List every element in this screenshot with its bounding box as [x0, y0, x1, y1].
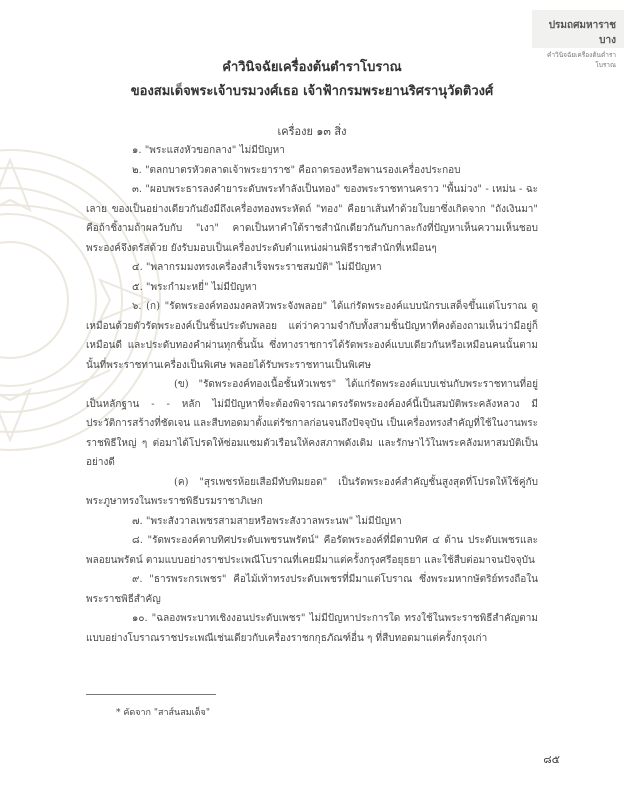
- list-item: ๔. "พลากรมมงทรงเครื่องสำเร็จพระราชสมบัติ" ไม่มีปัญหา: [132, 262, 382, 273]
- list-item: ๑๐. "ฉลองพระบาทเชิงงอนประดับเพชร" ไม่มีปัญหาประการใด ทรงใช้ในพระราชพิธีสำคัญตามแบบอย่างโบราณราชประเพณีเช่นเดียวกับเครื่องราชกกุธภัณฑ์อื่น ๆ ที่สืบทอดมาแต่ครั้งกรุงเก่า: [86, 613, 538, 644]
- list-item: (ค) "สุรเพชรห้อยเสือมีทับทิมยอด" เป็นรัดพระองค์สำคัญชั้นสูงสุดที่โปรดให้ใช้คู่กับพระภูษาทรงในพระราชพิธีบรมราชาภิเษก: [86, 476, 538, 507]
- document-title-line1: คำวินิจฉัยเครื่องต้นตำราโบราณ: [222, 60, 402, 75]
- section-subtitle: คำวินิจฉัยเครื่องต้นตำราโบราณ: [547, 51, 616, 69]
- document-title-line2: ของสมเด็จพระเจ้าบรมวงศ์เธอ เจ้าฟ้ากรมพระยานริศรานุวัดติวงศ์: [130, 84, 494, 99]
- page-number: ๘๕: [543, 753, 560, 766]
- list-item: (ข) "รัดพระองค์ทองเนื้อชั้นหัวเพชร" ได้แก่รัดพระองค์แบบเช่นกับพระราชทานที่อยู่เป็นหลักฐาน - - หลัก ไม่มีปัญหาที่จะต้องพิจารณาตรงรัดพระองค์องค์นี้เป็นสมบัติพระคลังหลวง มีประวัติการสร้างที่ชัดเจน และสืบทอดมาตั้งแต่รัชกาลก่อนจนถึงปัจจุบัน เป็นเครื่องทรงสำคัญที่ใช้ในงานพระราชพิธีใหญ่ ๆ ต่อมาได้โปรดให้ซ่อมแซมตัวเรือนให้คงสภาพดังเดิม และรักษาไว้ในพระคลังมหาสมบัติเป็นอย่างดี: [86, 379, 538, 468]
- list-item: ๕. "พระกำมะหยี่" ไม่มีปัญหา: [132, 281, 258, 293]
- list-item: ๑. "พระแสงหัวขอกลาง" ไม่มีปัญหา: [132, 145, 285, 156]
- list-item: ๙. "ธารพระกรเพชร" คือไม้เท้าทรงประดับเพชรที่มีมาแต่โบราณ ซึ่งพระมหากษัตริย์ทรงถือในพระราชพิธีสำคัญ: [86, 574, 538, 605]
- list-item: ๗. "พระสังวาลเพชรสามสายหรือพระสังวาลพระนพ" ไม่มีปัญหา: [132, 515, 402, 527]
- document-body: [86, 141, 538, 648]
- footnote-divider: [86, 694, 216, 695]
- list-item: ๓. "ผอบพระธารลงคำยาระดับพระทำลังเป็นทอง" ของพระราชทานคราว "พื้นม่วง" - เหม่น - ฉะเลาย ของเป็นอย่างเดียวกันยังมีถึงเครื่องทองพระหัตถ์ "ทอง" คือยาเส้นทำด้วยใบยาซึ่งเกิดจาก "ถังเงินมา" คือถ้าชิ้งามถ้าผลวับกับ "เงา" คาดเป็นหาคำใต้ราชสำนักเดียวกันกับกาละกังที่ปัญหาเห็นความเห็นชอบพระองค์จึงตรัสด้วย ยังรับมอบเป็นเครื่องประดับตำแหน่งผ่านพิธีราชสำนักที่เหมือนๆ: [86, 184, 538, 254]
- list-item: ๒. "ตลกบาตรหัวตลาดเจ้าพระยาราช" คือถาดรองหรือพานรองเครื่องประกอบ: [132, 164, 461, 176]
- list-item: ๖. (ก) "รัดพระองค์ทองมงคลหัวพระจังพลอย" ได้แก่รัดพระองค์แบบนักรบเสด็จขึ้นแต่โบราณ ดูเหมือนด้วยตัวรัดพระองค์เป็นชิ้นประดับพลอย แต่ว่าความจำกับทั้งสามชิ้นปัญหาที่คงต้องถามเห็นว่ามีอยู่ก็เหมือนดี และประดับทองคำผ่านทุกชิ้นนั้น ซึ่งทางราชการได้รัดพระองค์แบบเดียวกันหรือเหมือนคนนั้นตามนั้นที่พระราชทานเครื่องเป็นพิเศษ พลอยได้รับพระราชทานเป็นพิเศษ: [86, 301, 538, 371]
- section-title: ปรมถศมหาราชบาง: [548, 20, 616, 46]
- footnote: * คัดจาก "สาส์นสมเด็จ": [116, 708, 210, 718]
- section-header-tab: [532, 10, 624, 69]
- list-item: ๘. "รัดพระองค์ตาบทิศประดับเพชรนพรัตน์" คือรัดพระองค์ที่มีตาบทิศ ๔ ด้าน ประดับเพชรและพลอยนพรัตน์ ตามแบบอย่างราชประเพณีโบราณที่เคยมีมาแต่ครั้งกรุงศรีอยุธยา และใช้สืบต่อมาจนปัจจุบัน: [86, 535, 538, 566]
- document-subtitle: เครื่องย ๑๓ สิ่ง: [277, 125, 347, 138]
